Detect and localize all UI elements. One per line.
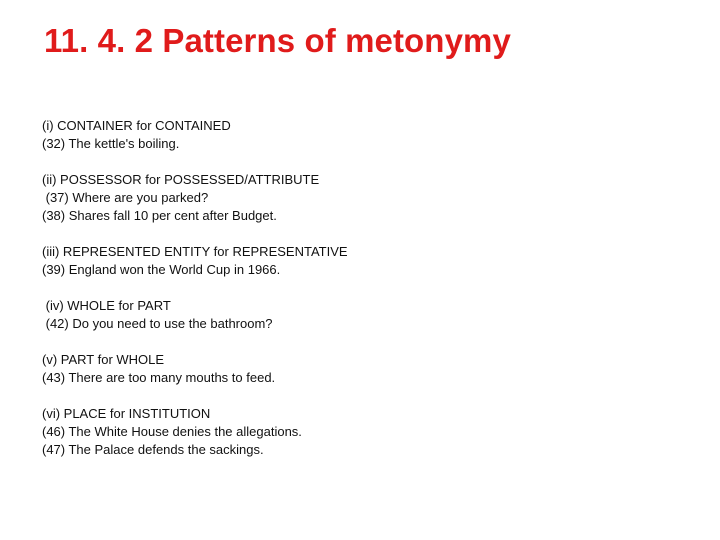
- pattern-section-represented-entity: [42, 243, 682, 279]
- pattern-heading: (ii) POSSESSOR for POSSESSED/ATTRIBUTE: [42, 172, 320, 187]
- example-sentence: (32) The kettle's boiling.: [42, 136, 180, 151]
- example-sentence: (38) Shares fall 10 per cent after Budget.: [42, 208, 277, 223]
- example-sentence: (46) The White House denies the allegations.: [42, 424, 302, 439]
- pattern-section-place-for-institution: [42, 405, 682, 459]
- example-sentence: (39) England won the World Cup in 1966.: [42, 262, 281, 277]
- example-sentence: (47) The Palace defends the sackings.: [42, 442, 264, 457]
- pattern-heading: (vi) PLACE for INSTITUTION: [42, 406, 211, 421]
- pattern-section-whole-for-part: [42, 297, 682, 333]
- pattern-section-container-for-contained: [42, 117, 682, 153]
- pattern-section-part-for-whole: [42, 351, 682, 387]
- pattern-heading: (iv) WHOLE for PART: [42, 298, 171, 313]
- pattern-heading: (iii) REPRESENTED ENTITY for REPRESENTATIVE: [42, 244, 348, 259]
- pattern-section-possessor-for-possessed: [42, 171, 682, 225]
- pattern-heading: (v) PART for WHOLE: [42, 352, 165, 367]
- metonymy-pattern-list: [42, 117, 682, 477]
- example-sentence: (43) There are too many mouths to feed.: [42, 370, 276, 385]
- pattern-heading: (i) CONTAINER for CONTAINED: [42, 118, 231, 133]
- slide-title: 11. 4. 2 Patterns of metonymy: [44, 22, 511, 59]
- example-sentence: (42) Do you need to use the bathroom?: [42, 316, 273, 331]
- example-sentence: (37) Where are you parked?: [42, 190, 209, 205]
